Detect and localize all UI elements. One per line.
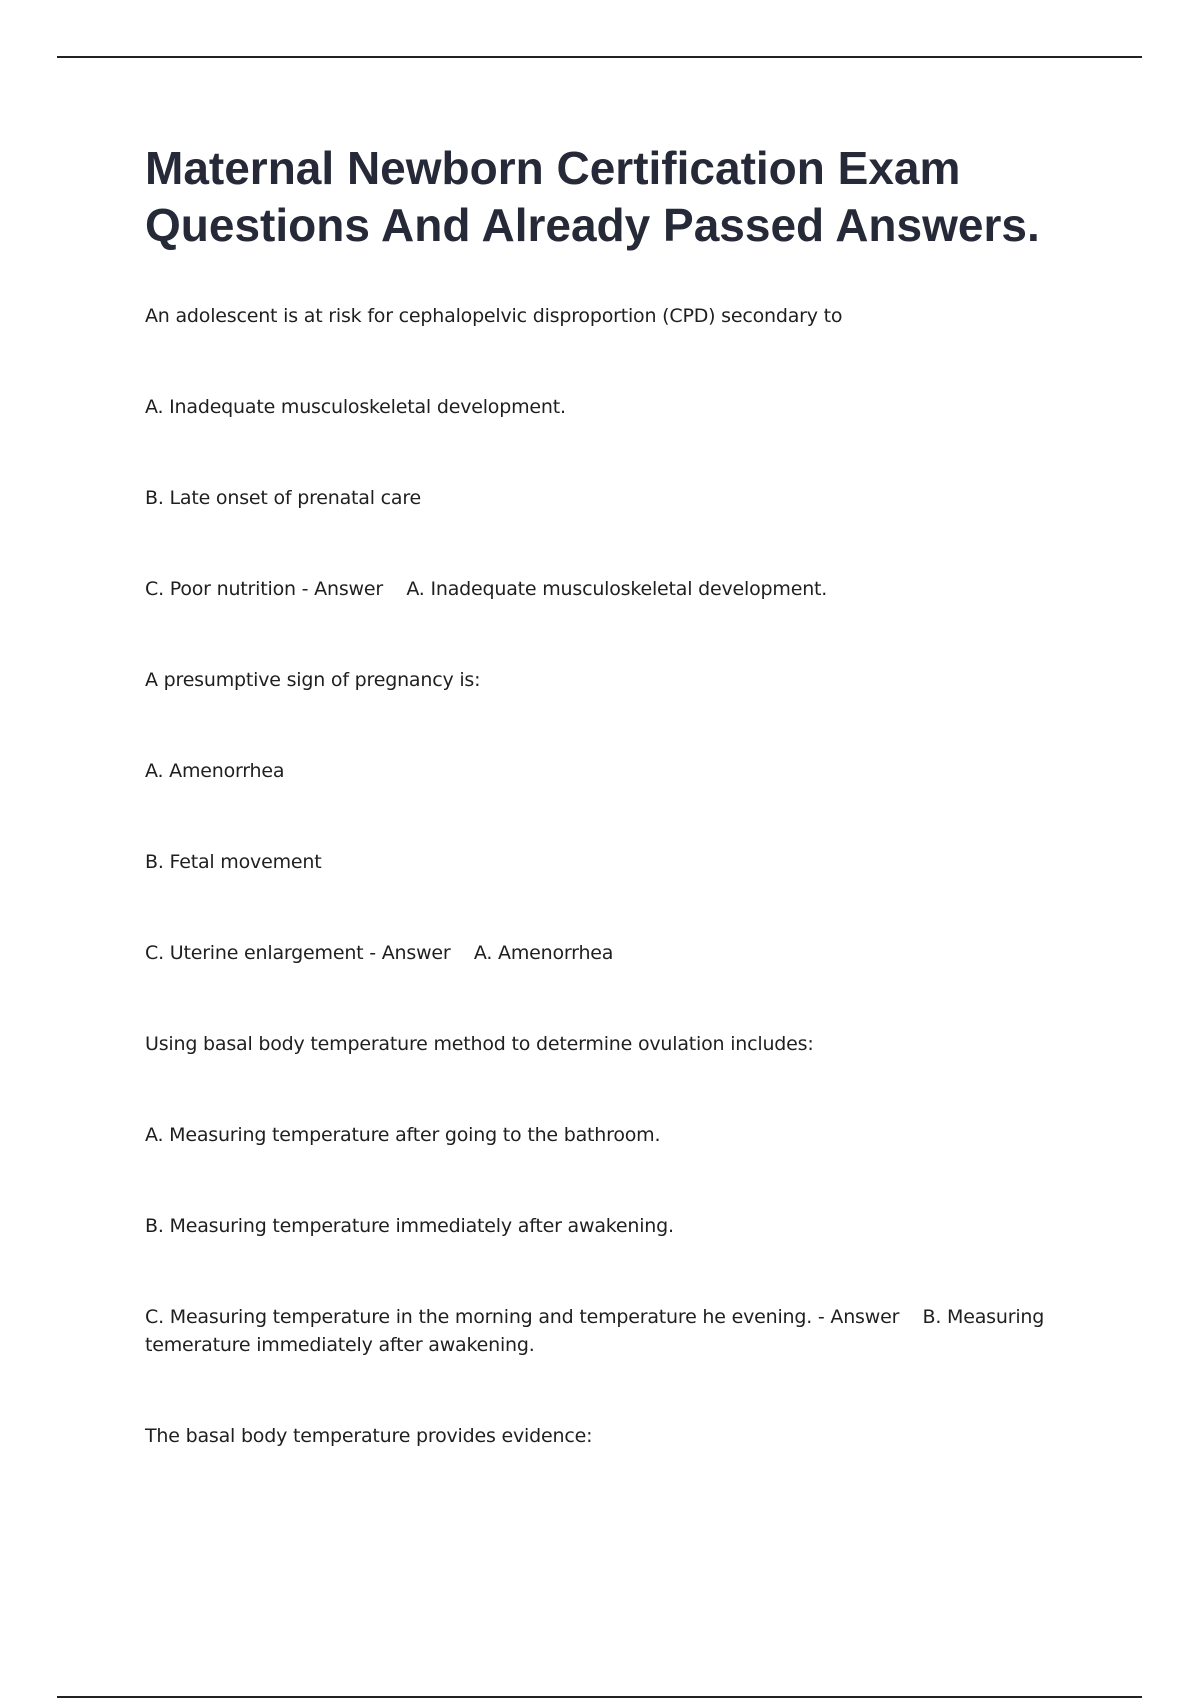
question-4-stem: The basal body temperature provides evidence: (145, 1425, 593, 1447)
question-2-option-c-answer: C. Uterine enlargement - Answer A. Amenorrhea (145, 942, 614, 964)
question-2-option-a: A. Amenorrhea (145, 760, 285, 782)
top-rule (57, 56, 1142, 58)
question-3-option-b: B. Measuring temperature immediately after awakening. (145, 1215, 674, 1237)
question-3-option-c-answer: C. Measuring temperature in the morning and temperature he evening. - Answer B. Measuring temerature immediately after awakening. (145, 1306, 1050, 1356)
question-3-option-a: A. Measuring temperature after going to the bathroom. (145, 1124, 661, 1146)
question-1-option-b: B. Late onset of prenatal care (145, 487, 422, 509)
question-1-option-a: A. Inadequate musculoskeletal development. (145, 396, 566, 418)
question-3-stem: Using basal body temperature method to determine ovulation includes: (145, 1033, 814, 1055)
document-body (145, 302, 1050, 1513)
question-1-option-c-answer: C. Poor nutrition - Answer A. Inadequate musculoskeletal development. (145, 578, 828, 600)
document-title: Maternal Newborn Certification Exam Questions And Already Passed Answers. (145, 142, 1040, 251)
question-1-stem: An adolescent is at risk for cephalopelvic disproportion (CPD) secondary to (145, 305, 843, 327)
question-2-option-b: B. Fetal movement (145, 851, 322, 873)
bottom-rule (57, 1696, 1142, 1698)
question-2-stem: A presumptive sign of pregnancy is: (145, 669, 481, 691)
